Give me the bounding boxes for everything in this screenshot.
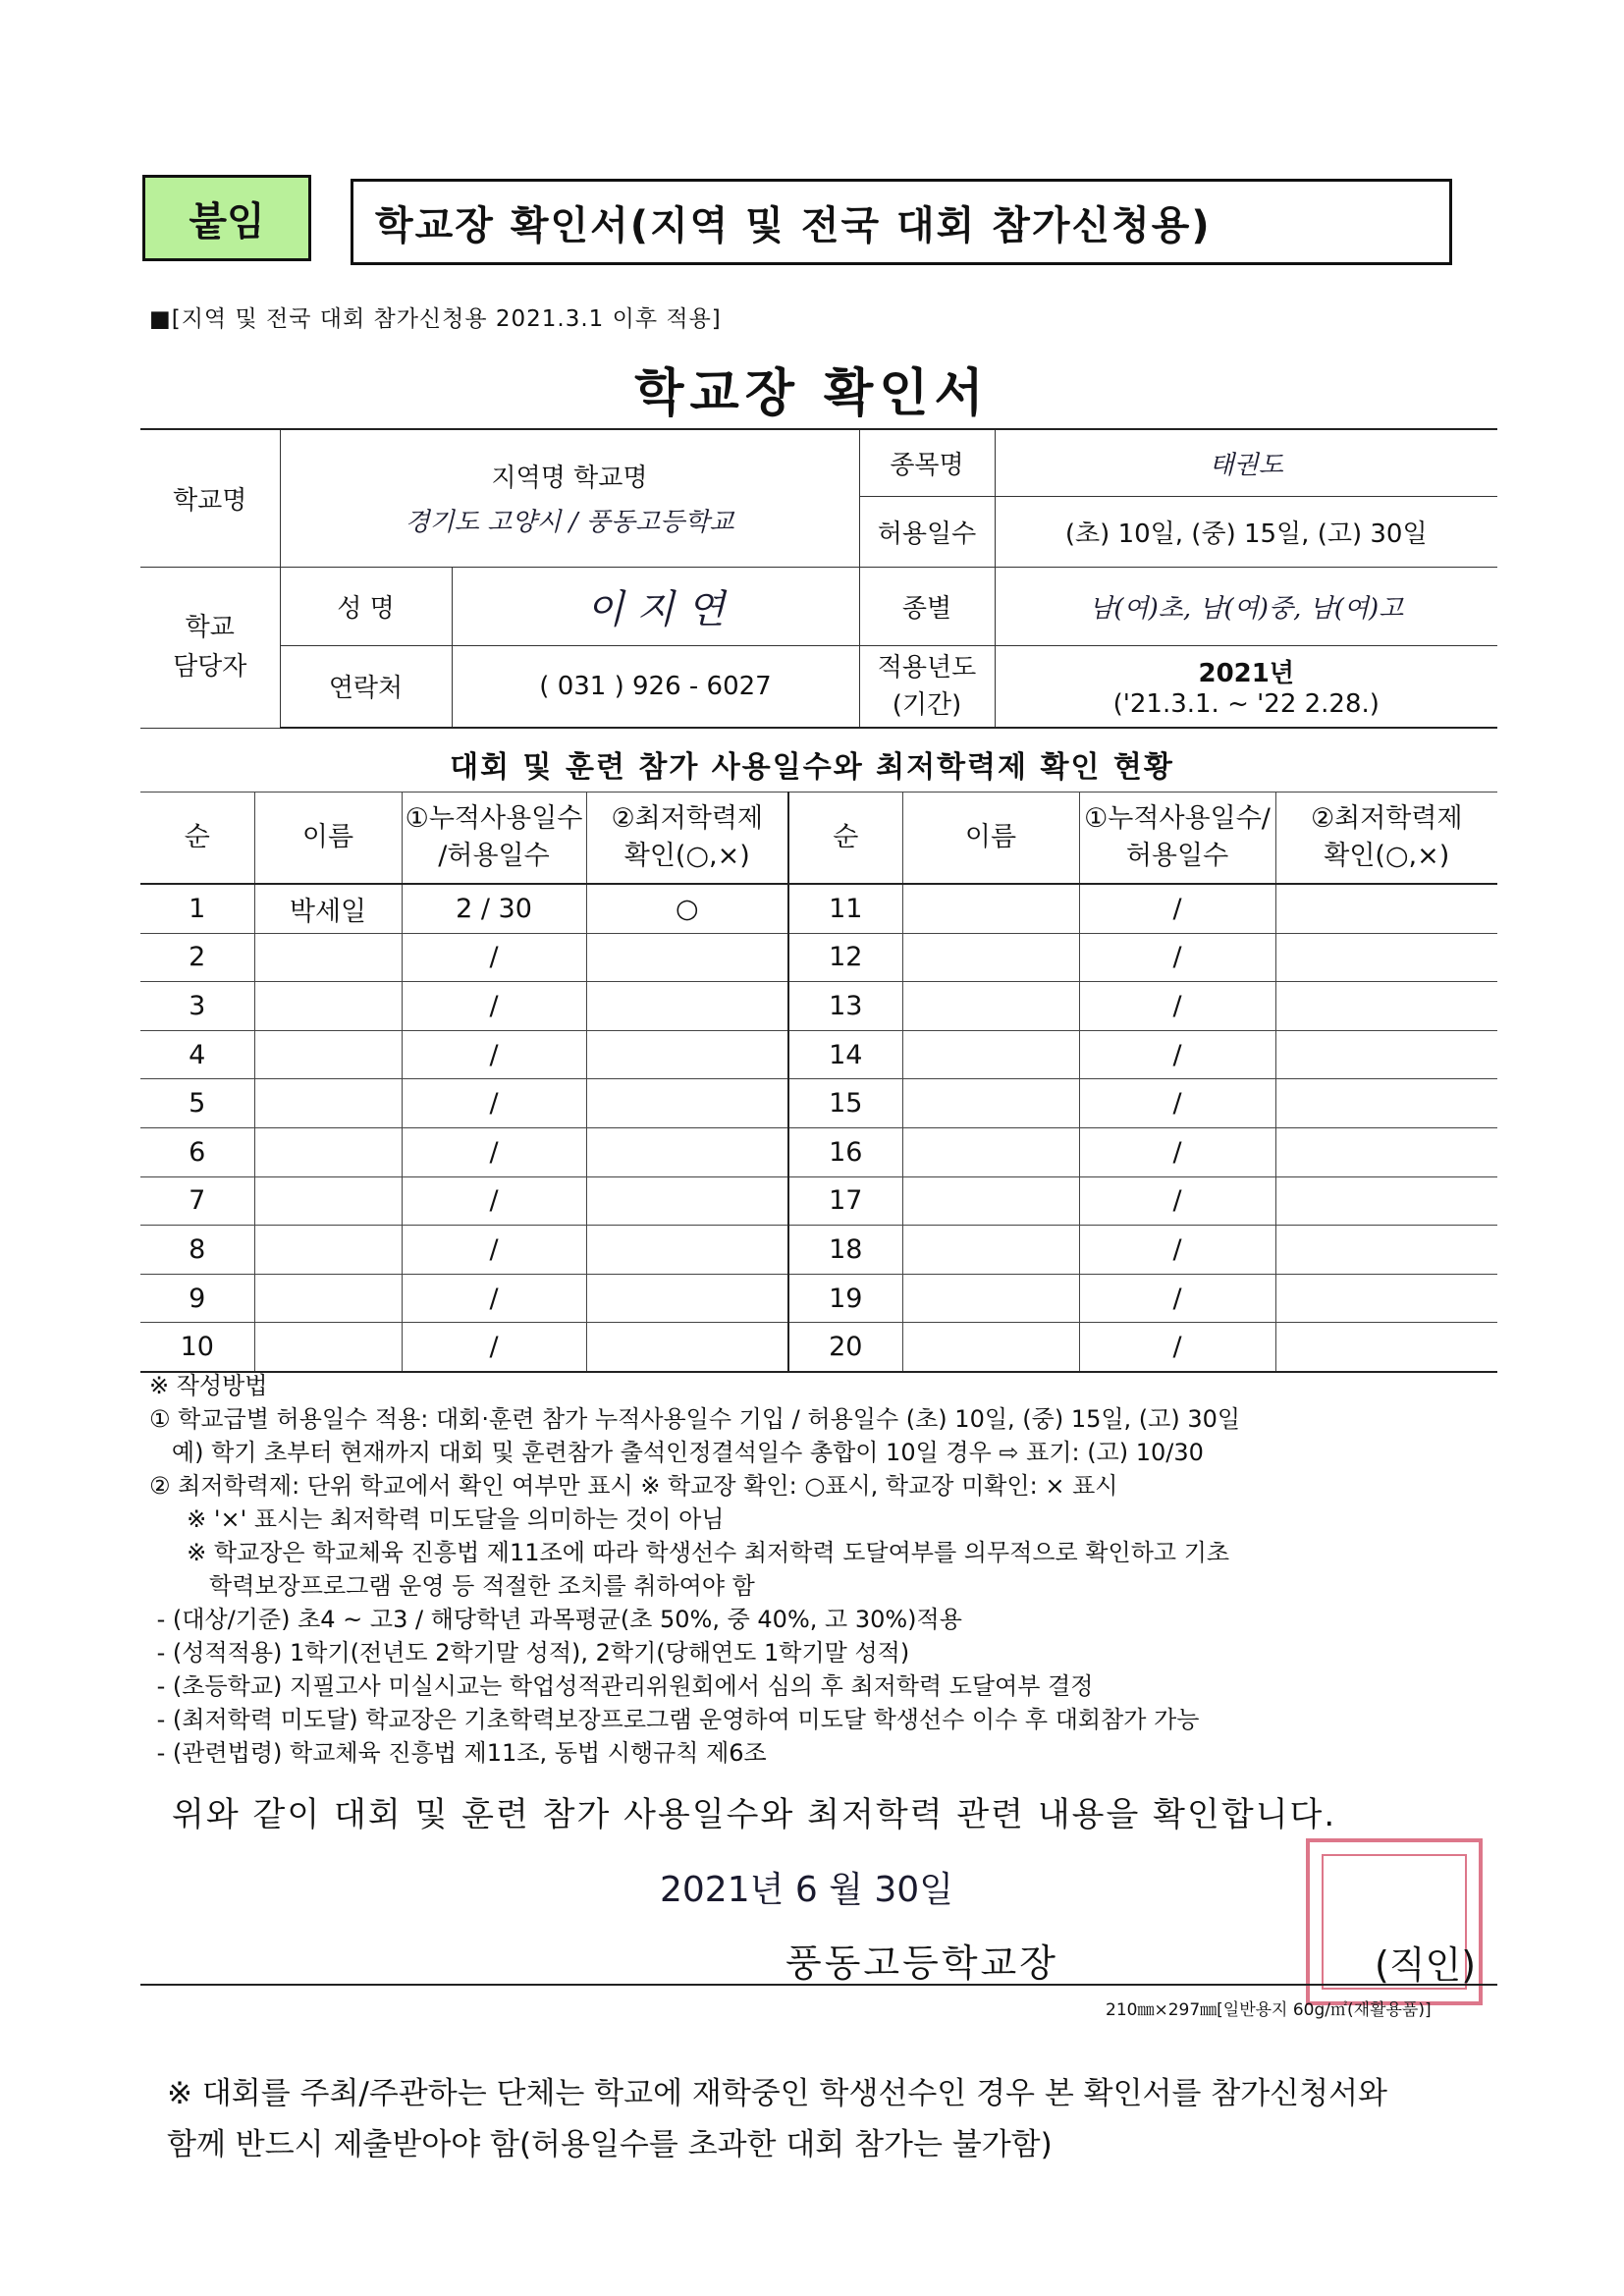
row-days-right: / <box>1079 1030 1275 1079</box>
row-days-left: / <box>402 1323 586 1372</box>
table-row <box>140 1030 1497 1079</box>
status-table <box>140 792 1497 1373</box>
row-check-right <box>1275 884 1497 933</box>
row-days-right: / <box>1079 884 1275 933</box>
row-name-right <box>902 884 1079 933</box>
row-check-right <box>1275 1176 1497 1226</box>
row-no-left: 3 <box>140 982 254 1031</box>
manager-label: 학교 담당자 <box>140 567 280 728</box>
school-cell <box>280 429 859 567</box>
bottom-divider <box>140 1984 1497 1986</box>
row-check-left <box>586 1030 788 1079</box>
row-name-left <box>254 1030 402 1079</box>
table-row <box>140 982 1497 1031</box>
row-check-right <box>1275 982 1497 1031</box>
row-no-right: 15 <box>788 1079 902 1128</box>
note-line: 학력보장프로그램 운영 등 적절한 조치를 취하여야 함 <box>149 1572 755 1600</box>
confirm-statement: 위와 같이 대회 및 훈련 참가 사용일수와 최저학력 관련 내용을 확인합니다. <box>172 1795 1337 1834</box>
note-line: - (최저학력 미도달) 학교장은 기초학력보장프로그램 운영하여 미도달 학생선수 이수 후 대회참가 가능 <box>149 1706 1200 1733</box>
row-no-right: 16 <box>788 1127 902 1176</box>
header-title <box>351 179 1452 265</box>
note-line: ① 학교급별 허용일수 적용: 대회·훈련 참가 누적사용일수 기입 / 허용일수 (초) 10일, (중) 15일, (고) 30일 <box>149 1405 1241 1433</box>
seal-label: (직인) <box>1375 1943 1477 1987</box>
row-days-left: / <box>402 933 586 982</box>
attachment-badge-label: 붙임 <box>189 198 265 245</box>
row-days-right: / <box>1079 1323 1275 1372</box>
note-line: 예) 학기 초부터 현재까지 대회 및 훈련참가 출석인정결석일수 총합이 10일 경우 ⇨ 표기: (고) 10/30 <box>149 1439 1204 1466</box>
col-days-right: ①누적사용일수/ 허용일수 <box>1079 793 1275 885</box>
row-check-right <box>1275 1127 1497 1176</box>
row-no-right: 19 <box>788 1274 902 1323</box>
row-no-left: 9 <box>140 1274 254 1323</box>
writing-notes <box>149 1369 1504 1770</box>
row-days-right: / <box>1079 933 1275 982</box>
allow-label: 허용일수 <box>859 496 995 567</box>
row-name-right <box>902 982 1079 1031</box>
note-line: - (초등학교) 지필고사 미실시교는 학업성적관리위원회에서 심의 후 최저학력 도달여부 결정 <box>149 1672 1094 1700</box>
col-no-right: 순 <box>788 793 902 885</box>
school-label: 학교명 <box>140 429 280 567</box>
year-period: ('21.3.1. ~ '22 2.28.) <box>1112 689 1380 720</box>
row-days-left: / <box>402 1030 586 1079</box>
row-days-left: / <box>402 1079 586 1128</box>
row-no-right: 18 <box>788 1226 902 1275</box>
table-row <box>140 933 1497 982</box>
name-label: 성 명 <box>280 567 452 645</box>
col-check-right: ②최저학력제 확인(○,×) <box>1275 793 1497 885</box>
row-check-left <box>586 933 788 982</box>
row-no-left: 7 <box>140 1176 254 1226</box>
table-row <box>140 1176 1497 1226</box>
note-line: ② 최저학력제: 단위 학교에서 확인 여부만 표시 ※ 학교장 확인: ○표시, 학교장 미확인: × 표시 <box>149 1472 1118 1500</box>
note-line: - (성적적용) 1학기(전년도 2학기말 성적), 2학기(당해연도 1학기말 성적) <box>149 1639 910 1667</box>
col-no-left: 순 <box>140 793 254 885</box>
year-cell <box>995 645 1497 728</box>
year-value: 2021년 <box>1198 659 1294 689</box>
note-line: - (관련법령) 학교체육 진흥법 제11조, 동법 시행규칙 제6조 <box>149 1739 767 1767</box>
footer-note: ※ 대회를 주최/주관하는 단체는 학교에 재학중인 학생선수인 경우 본 확인서를 참가신청서와 함께 반드시 제출받아야 함(허용일수를 초과한 대회 참가는 불가함) <box>167 2076 1387 2162</box>
table-row <box>140 1274 1497 1323</box>
row-days-right: / <box>1079 1226 1275 1275</box>
row-no-left: 5 <box>140 1079 254 1128</box>
row-check-left <box>586 1127 788 1176</box>
row-check-right <box>1275 1323 1497 1372</box>
subtitle: ■[지역 및 전국 대회 참가신청용 2021.3.1 이후 적용] <box>149 306 722 332</box>
row-name-left <box>254 933 402 982</box>
row-name-right <box>902 1030 1079 1079</box>
row-name-left <box>254 1274 402 1323</box>
row-check-left <box>586 1176 788 1226</box>
row-days-left: / <box>402 1226 586 1275</box>
school-sub-label: 지역명 학교명 <box>491 464 648 494</box>
row-no-left: 4 <box>140 1030 254 1079</box>
sport-value: 태권도 <box>995 429 1497 496</box>
row-no-left: 2 <box>140 933 254 982</box>
principal-name: 풍동고등학교장 <box>785 1941 1058 1985</box>
row-days-right: / <box>1079 1274 1275 1323</box>
row-name-left <box>254 1323 402 1372</box>
row-name-left <box>254 1176 402 1226</box>
table-row <box>140 1226 1497 1275</box>
col-name-left: 이름 <box>254 793 402 885</box>
row-name-right <box>902 1274 1079 1323</box>
confirm-date: 2021년 6 월 30일 <box>660 1870 953 1910</box>
row-no-right: 14 <box>788 1030 902 1079</box>
row-days-right: / <box>1079 1079 1275 1128</box>
row-no-right: 17 <box>788 1176 902 1226</box>
row-no-right: 12 <box>788 933 902 982</box>
row-check-right <box>1275 1274 1497 1323</box>
row-check-right <box>1275 1226 1497 1275</box>
status-table-body <box>140 884 1497 1372</box>
note-line: ※ 학교장은 학교체육 진흥법 제11조에 따라 학생선수 최저학력 도달여부를 의무적으로 확인하고 기초 <box>149 1539 1230 1566</box>
row-name-left <box>254 1226 402 1275</box>
row-name-left <box>254 1127 402 1176</box>
row-name-right <box>902 1176 1079 1226</box>
row-name-right <box>902 1079 1079 1128</box>
note-line: ※ '×' 표시는 최저학력 미도달을 의미하는 것이 아님 <box>149 1505 725 1533</box>
row-check-left <box>586 1323 788 1372</box>
row-days-left: / <box>402 1274 586 1323</box>
row-days-right: / <box>1079 982 1275 1031</box>
row-name-left: 박세일 <box>254 884 402 933</box>
allow-value: (초) 10일, (중) 15일, (고) 30일 <box>995 496 1497 567</box>
row-name-left <box>254 982 402 1031</box>
row-name-right <box>902 1226 1079 1275</box>
row-days-left: / <box>402 1127 586 1176</box>
row-no-left: 8 <box>140 1226 254 1275</box>
contact-label: 연락처 <box>280 645 452 728</box>
row-name-left <box>254 1079 402 1128</box>
row-check-right <box>1275 933 1497 982</box>
row-check-left <box>586 982 788 1031</box>
contact-value: ( 031 ) 926 - 6027 <box>452 645 859 728</box>
row-no-left: 1 <box>140 884 254 933</box>
row-days-left: 2 / 30 <box>402 884 586 933</box>
row-check-left <box>586 1226 788 1275</box>
row-no-right: 20 <box>788 1323 902 1372</box>
row-no-right: 13 <box>788 982 902 1031</box>
row-no-left: 10 <box>140 1323 254 1372</box>
row-name-right <box>902 1323 1079 1372</box>
table-row <box>140 1127 1497 1176</box>
sport-label: 종목명 <box>859 429 995 496</box>
row-check-left: ○ <box>586 884 788 933</box>
row-check-left <box>586 1274 788 1323</box>
row-days-left: / <box>402 982 586 1031</box>
row-days-right: / <box>1079 1127 1275 1176</box>
col-check-left: ②최저학력제 확인(○,×) <box>586 793 788 885</box>
header-title-text: 학교장 확인서(지역 및 전국 대회 참가신청용) <box>375 202 1212 248</box>
row-no-left: 6 <box>140 1127 254 1176</box>
page-title: 학교장 확인서 <box>634 364 990 423</box>
row-check-left <box>586 1079 788 1128</box>
row-name-right <box>902 933 1079 982</box>
info-table <box>140 428 1497 729</box>
gender-value: 남(여)초, 남(여)중, 남(여)고 <box>995 567 1497 645</box>
row-name-right <box>902 1127 1079 1176</box>
note-line: - (대상/기준) 초4 ~ 고3 / 해당학년 과목평균(초 50%, 중 40%, 고 30%)적용 <box>149 1606 962 1633</box>
year-label: 적용년도 (기간) <box>859 645 995 728</box>
row-check-right <box>1275 1030 1497 1079</box>
school-value: 경기도 고양시 / 풍동고등학교 <box>405 508 734 538</box>
row-check-right <box>1275 1079 1497 1128</box>
table-row <box>140 1323 1497 1372</box>
col-name-right: 이름 <box>902 793 1079 885</box>
gender-label: 종별 <box>859 567 995 645</box>
status-section-title: 대회 및 훈련 참가 사용일수와 최저학력제 확인 현황 <box>450 750 1174 785</box>
table-row <box>140 1079 1497 1128</box>
note-line: ※ 작성방법 <box>149 1372 268 1399</box>
row-no-right: 11 <box>788 884 902 933</box>
paper-spec: 210㎜×297㎜[일반용지 60g/㎡(재활용품)] <box>1106 2000 1432 2020</box>
col-days-left: ①누적사용일수 /허용일수 <box>402 793 586 885</box>
name-value: 이 지 연 <box>452 567 859 645</box>
row-days-right: / <box>1079 1176 1275 1226</box>
attachment-badge <box>142 175 311 261</box>
table-row <box>140 884 1497 933</box>
row-days-left: / <box>402 1176 586 1226</box>
